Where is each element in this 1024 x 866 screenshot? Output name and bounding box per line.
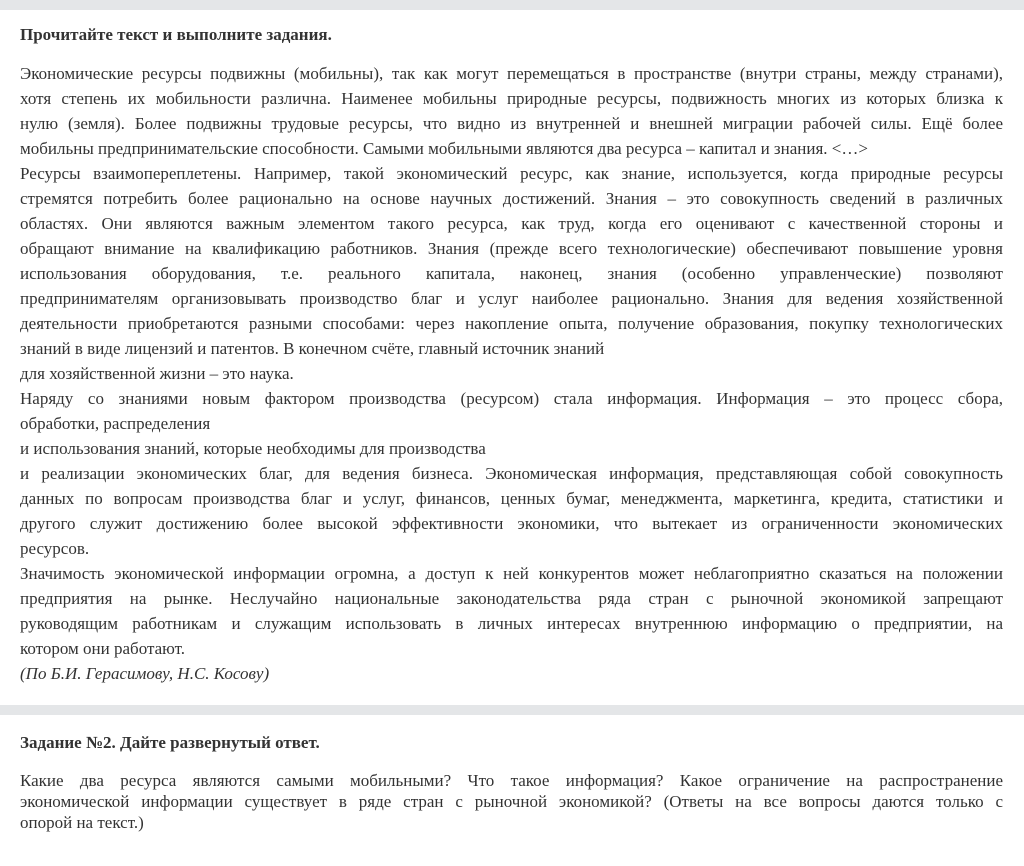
text-line: Наряду со знаниями новым фактором производства (ресурсом) стала информация. Информация – это процесс сбора, [20, 389, 1003, 408]
text-line: областях. Они являются важным элементом такого ресурса, как труд, когда его оценивают с качественной стороны и [20, 214, 1003, 233]
reading-text-body [20, 61, 1003, 661]
text-line: мобильны предпринимательские способности. Самыми мобильными являются два ресурса – капитал и знания. <…> [20, 139, 868, 158]
section-divider-band [0, 705, 1024, 715]
text-line: предпринимателям организовывать производство благ и услуг наиболее рационально. Знания для ведения хозяйственной [20, 289, 1003, 308]
instruction-heading: Прочитайте текст и выполните задания. [20, 25, 332, 44]
text-line: стремятся потребить более рационально на основе научных достижений. Знания – это совокупность сведений в различных [20, 189, 1003, 208]
question-line: опорой на текст.) [20, 813, 144, 832]
text-line: Значимость экономической информации огромна, а доступ к ней конкурентов может неблагоприятно сказаться на положении [20, 564, 1003, 583]
text-line: и использования знаний, которые необходимы для производства [20, 439, 486, 458]
reading-text-block [20, 22, 1003, 686]
text-line: руководящим работникам и служащим использовать в личных интересах внутреннюю информацию о предприятии, на [20, 614, 1003, 633]
text-source-citation: (По Б.И. Герасимову, Н.С. Косову) [20, 664, 270, 683]
question-line: экономической информации существует в ряде стран с рыночной экономикой? (Ответы на все вопросы даются только с [20, 792, 1003, 811]
text-line: обращают внимание на квалификацию работников. Знания (прежде всего технологические) обеспечивают повышение уровня [20, 239, 1003, 258]
text-line: Ресурсы взаимопереплетены. Например, такой экономический ресурс, как знание, используется, когда природные ресурсы [20, 164, 1003, 183]
text-line: обработки, распределения [20, 414, 211, 433]
text-line: данных по вопросам производства благ и услуг, финансов, ценных бумаг, менеджмента, маркетинга, кредита, статистики и [20, 489, 1003, 508]
text-line: ресурсов. [20, 539, 90, 558]
text-line: Экономические ресурсы подвижны (мобильны), так как могут перемещаться в пространстве (внутри страны, между странами), [20, 64, 1003, 83]
text-line: деятельности приобретаются разными способами: через накопление опыта, получение образования, покупку технологических [20, 314, 1003, 333]
task-question [20, 770, 1003, 833]
top-divider-band [0, 0, 1024, 10]
text-line: котором они работают. [20, 639, 186, 658]
text-line: знаний в виде лицензий и патентов. В конечном счёте, главный источник знаний [20, 339, 605, 358]
task-heading: Задание №2. Дайте развернутый ответ. [20, 733, 320, 752]
text-line: нулю (земля). Более подвижны трудовые ресурсы, что видно из внутренней и внешней миграции рабочей силы. Ещё более [20, 114, 1003, 133]
question-line: Какие два ресурса являются самыми мобильными? Что такое информация? Какое ограничение на распространение [20, 771, 1003, 790]
task-block [20, 732, 1003, 833]
text-line: хотя степень их мобильности различна. Наименее мобильны природные ресурсы, подвижность многих из которых близка к [20, 89, 1003, 108]
text-line: другого служит достижению более высокой эффективности экономики, что вытекает из ограниченности экономических [20, 514, 1003, 533]
text-line: и реализации экономических благ, для ведения бизнеса. Экономическая информация, представляющая собой совокупность [20, 464, 1003, 483]
text-line: для хозяйственной жизни – это наука. [20, 364, 294, 383]
text-line: использования оборудования, т.е. реального капитала, наконец, знания (особенно управленческие) позволяют [20, 264, 1003, 283]
text-line: предприятия на рынке. Неслучайно национальные законодательства ряда стран с рыночной экономикой запрещают [20, 589, 1003, 608]
